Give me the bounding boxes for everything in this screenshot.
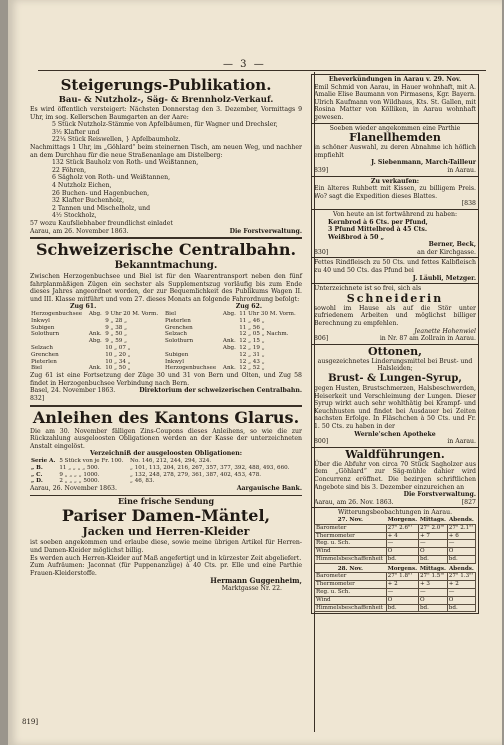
table-cell [222, 318, 238, 325]
table-cell [88, 359, 104, 366]
table-cell: O [386, 596, 418, 604]
table-cell [222, 352, 238, 359]
mode-lead: Eine frische Sendung [117, 495, 215, 506]
table-cell: Abg. [88, 338, 102, 345]
flanell-place: in Aarau. [447, 166, 476, 174]
table-cell: — [447, 589, 475, 597]
table-cell: Selzach [165, 331, 187, 338]
train-62-head: Zug 62. [235, 303, 262, 311]
schneiderin-text: sowohl im Hause als auf die Stör unter zufriedenem Arbeiten und möglichst billiger Berechnung zu empfehlen. [314, 304, 476, 328]
table-cell: Reg. u. Sch. [315, 540, 387, 548]
wald-code: [827 [461, 498, 476, 506]
column-header: Morgens. [387, 565, 418, 572]
list-item: 22¼ Stück Reiswellen, } Apfelbaumholz. [52, 136, 181, 144]
list-item: 4½ Stockholz, [52, 212, 97, 220]
wald-place: Aarau, am 26. Nov. 1863. [314, 498, 394, 506]
table-cell: „ 46, 83. [130, 478, 155, 485]
anleihen-ad [30, 409, 302, 493]
table-row [30, 331, 302, 338]
mode-address: Marktgasse Nr. 22. [221, 584, 282, 592]
flanell-text: in schöner Auswahl, zu deren Abnahme ich höflich empfiehlt [314, 144, 476, 159]
table-cell [222, 325, 238, 332]
list-item: 2 Tannen und Mischelholz, und [52, 204, 151, 212]
table-cell: 12 „ 05 „ Nachm. [239, 331, 289, 338]
flanell-code: 839] [314, 166, 329, 174]
eheverkuendungen [311, 74, 479, 124]
table-cell: 5 Stück von je Fr. 100. [59, 457, 124, 464]
steigerung-intro: Es wird öffentlich versteigert: Nächsten Donnerstag den 3. Dezember, Vormittags 9 Uhr, im sog. Kellerschen Baumgarten an der Aare: [30, 106, 302, 121]
centralbahn-title: Schweizerische Centralbahn. [35, 240, 297, 260]
table-row [315, 555, 476, 563]
table-row [315, 532, 476, 540]
table-cell: 12 „ 15 „ [239, 338, 265, 345]
table-cell: 27" 2.1"' [447, 524, 475, 532]
centralbahn-code: 832] [30, 395, 45, 403]
table-cell: O [418, 548, 447, 556]
table-cell: Ank. [88, 365, 102, 372]
table-cell: — [418, 540, 447, 548]
centralbahn-place: Basel, 24. November 1863. [30, 387, 116, 395]
weather-table-2 [314, 566, 476, 613]
mode-signer: Hermann Guggenheim, [210, 576, 302, 586]
table-cell: 10 „ 07 „ [105, 345, 131, 352]
table-cell: O [447, 548, 475, 556]
table-cell: 2 „ „ „ „ 5000. [59, 478, 100, 485]
table-cell: Abg. [222, 311, 236, 318]
table-cell: + 3 [418, 581, 447, 589]
centralbahn-signature [30, 387, 302, 395]
table-row [30, 352, 302, 359]
table-cell: „ D. [31, 478, 43, 485]
table-row [30, 311, 302, 318]
mode-text-3: Zum Aufräumen: Jaconnat (für Puppenanzüge) à 40 Cts. pr. Elle und eine Parthie Frauen-Kleiderstoffe. [30, 562, 302, 577]
table-cell: 11 „ „ „ „ 500. [59, 464, 100, 471]
table-cell: Reg. u. Sch. [315, 589, 387, 597]
table-cell: 9 „ 59 „ [105, 338, 127, 345]
list-item: 26 Buchen- und Hagenbuchen, [52, 189, 150, 197]
table-cell: 11 „ 56 „ [239, 324, 265, 331]
column-header: Mittags. [419, 516, 446, 523]
fleisch-ad [311, 258, 479, 284]
table-cell: 12 „ 31 „ [239, 351, 265, 358]
table-cell: — [418, 589, 447, 597]
anleihen-signature [30, 485, 302, 493]
ottonen-title: Ottonen, [368, 344, 422, 358]
table-cell: Subigen [165, 351, 189, 358]
table-cell: — [447, 540, 475, 548]
table-cell: 10 „ 50 „ [105, 365, 131, 372]
top-rule [38, 70, 486, 71]
mode-text-2: Es werden auch Herren-Kleider auf Maß angefertigt und in kürzester Zeit abgeliefert. [30, 554, 302, 562]
table-cell: 9 „ 28 „ [105, 317, 127, 324]
table-cell: Abg. [88, 311, 102, 318]
table-cell [222, 359, 238, 366]
ehe-title: Eheverkündungen in Aarau v. 29. Nov. [328, 76, 462, 83]
brot-signer: Berner, Beck, [428, 241, 476, 249]
flanell-lead: Soeben wieder angekommen eine Parthie [329, 124, 461, 132]
table-row [30, 345, 302, 352]
table-cell: Herzogenbuchsee [31, 311, 83, 318]
steigerung-title: Steigerungs-Publikation. [60, 76, 272, 94]
table-cell: 9 „ 38 „ [105, 324, 127, 331]
fleisch-signer: J. Läubli, Metzger. [412, 274, 476, 282]
table-cell [88, 345, 104, 352]
table-header-row [315, 566, 476, 573]
list-item: 4 Nutzholz Eichen, [52, 181, 112, 189]
table-cell: Pieterlen [165, 317, 191, 324]
table-cell: 27" 2.0"' [418, 524, 447, 532]
column-header: Abends. [448, 516, 474, 523]
brot-list [314, 219, 476, 242]
table-cell: Inkwyl [165, 358, 184, 365]
table-row [30, 365, 302, 372]
table-cell: O [386, 548, 418, 556]
table-cell [88, 318, 104, 325]
table-cell: bd. [386, 555, 418, 563]
table-cell: — [386, 540, 418, 548]
centralbahn-note: Zug 61 ist eine Fortsetzung der Züge 30 und 31 von Bern und Olten, und Zug 58 findet in Herzogenbuchsee Verbindung nach Bern. [30, 372, 302, 387]
table-cell: Solothurn [165, 338, 194, 345]
list-item: Weißbrod à 50 „ [328, 233, 385, 241]
mode-title: Pariser Damen-Mäntel, [61, 506, 271, 526]
anleihen-place: Aarau, 26. November 1863. [30, 485, 117, 493]
table-cell: 10 „ 20 „ [105, 351, 131, 358]
list-item: Nachmittags 1 Uhr, im „Göhlard“ beim steinernen Tisch, am neuen Weg, und nachher an dem Durchhau für die neue Straßenanlage am Distelberg: [30, 143, 302, 159]
divider [30, 405, 302, 407]
flanell-ad [311, 124, 479, 177]
table-cell: bd. [418, 555, 447, 563]
table-cell: Barometer [315, 524, 387, 532]
wald-ad [311, 448, 479, 509]
table-cell: Grenchen [165, 324, 193, 331]
mode-ad [30, 495, 302, 593]
table-cell: 9 „ „ „ „ 1000. [59, 471, 100, 478]
apotheke-name: Wernle'schen Apotheke [354, 430, 436, 438]
schneiderin-lead: Unterzeichnete ist so frei, sich als [314, 285, 422, 293]
series-table [30, 458, 302, 485]
table-cell: Thermometer [315, 532, 387, 540]
verkauf-text: Ein älteres Ruhbett mit Kissen, zu billigem Preis. Wo? sagt die Expedition dieses Blattes. [314, 185, 476, 200]
table-row [315, 589, 476, 597]
witterung [311, 508, 479, 614]
table-cell [30, 338, 88, 345]
table-cell: 9 „ 50 „ [105, 331, 127, 338]
table-cell: 27" 1.8"' [386, 573, 418, 581]
table-cell: 11 „ 46 „ [239, 317, 265, 324]
steigerung-place: Aarau, am 26. November 1863. [30, 227, 129, 235]
anleihen-signer: Aargauische Bank. [236, 485, 302, 493]
left-column [30, 74, 302, 593]
table-cell: Pieterlen [31, 358, 57, 365]
table-cell: Ank. [88, 331, 102, 338]
list-item: 5 Stück Nutzholz-Stämme von Apfelbäumen, für Wagner und Drechsler, [52, 121, 278, 129]
table-cell: Ank. [222, 365, 236, 372]
anleihen-subtitle: Verzeichniß der ausgeloosten Obligationen: [90, 450, 242, 458]
table-cell: „ 101, 113, 204, 216, 267, 357, 377, 392, 488, 493, 660. [130, 464, 290, 471]
table-cell: „ B. [31, 464, 43, 471]
table-cell: 10 „ 34 „ [105, 358, 131, 365]
list-item: 57 wozu Kaufsliebhaber freundlichst einladet [30, 219, 173, 227]
steigerung-ad [30, 76, 302, 235]
table-cell: Subigen [31, 324, 55, 331]
table-cell: Himmelsbeschaffenheit [315, 555, 387, 563]
table-cell: + 2 [447, 581, 475, 589]
page-number: — 3 — [223, 59, 266, 70]
table-row [30, 359, 302, 366]
table-cell: Selzach [31, 345, 53, 352]
syrup-text: gegen Husten, Brustschmerzen, Halsbeschwerden, Heiserkeit und Verschleimung der Lungen. Dieser Syrup wirkt auch sehr wohlthätig bei Krampf- und Keuchhusten und findet bei Ausdauer bei Zeiten nachsten Erfolge. In Fläschchen à 50 Cts. und Fr. 1. 50 Cts. zu haben in der [314, 385, 476, 430]
table-cell: Biel [31, 365, 42, 372]
column-header: Mittags. [419, 565, 446, 572]
table-row [315, 604, 476, 612]
table-cell: 9 Uhr 20 M. Vorm. [105, 311, 159, 318]
table-cell [88, 325, 104, 332]
table-cell: 27" 2.6"' [386, 524, 418, 532]
list-item: 6 Sägholz von Roth- und Weißtannen, [52, 174, 171, 182]
table-cell: + 7 [418, 532, 447, 540]
column-header: 27. Nov. [337, 516, 363, 523]
anleihen-title: Anleihen des Kantons Glarus. [32, 407, 300, 427]
table-row [315, 524, 476, 532]
table-cell: + 6 [447, 532, 475, 540]
brot-ad [311, 210, 479, 259]
divider [30, 237, 302, 239]
timetable-heads [30, 303, 302, 311]
ottonen-text: ausgezeichnetes Linderungsmittel bei Brust- und Halsleiden; [317, 357, 473, 373]
table-cell [222, 331, 238, 338]
verkauf-title: Zu verkaufen: [370, 177, 420, 185]
wald-text: Über die Abfuhr von circa 70 Stück Sagholzer aus dem „Göhlard“ zur Säg-mühle dahier wird Concurrenz eröffnet. Die bezirgen schriftlichen Angebote sind bis 3. Dezember einzureichen an [314, 460, 476, 491]
wald-title: Waldführungen. [345, 447, 445, 461]
steigerung-items [30, 121, 302, 144]
table-cell: Grenchen [31, 351, 59, 358]
brot-lead: Von heute an ist fortwährend zu haben: [332, 210, 458, 218]
centralbahn-signer: Direktorium der schweizerischen Centralbahn. [139, 387, 302, 395]
table-cell: 27" 1.5"' [418, 573, 447, 581]
brot-code: 830] [314, 248, 329, 256]
centralbahn-ad [30, 241, 302, 403]
table-cell: O [447, 596, 475, 604]
table-cell: — [386, 589, 418, 597]
table-cell: Inkwyl [31, 317, 50, 324]
fleisch-text: Fettes Rindfleisch zu 50 Cts. und fettes Kalbfleisch zu 40 und 50 Cts. das Pfund bei [314, 259, 476, 275]
table-row [30, 318, 302, 325]
schneiderin-code: 806] [314, 335, 329, 343]
column-header: 28. Nov. [337, 565, 363, 572]
verkauf-ad [311, 177, 479, 210]
table-row [30, 338, 302, 345]
table-cell: „ 132, 248, 278, 279, 361, 387, 402, 453, 478. [130, 471, 262, 478]
ehe-text: Emil Schmid von Aarau, in Hauer wohnhaft, mit A. Amalie Elise Baumann von Pirmasens, Kgr. Bayern. Ulrich Kaufmann von Wildhaus, Kts. St. Gallen, mit Rosina Matter von Kölliken, in Aarau wohnhaft gewesen. [314, 83, 476, 121]
table-cell [88, 352, 104, 359]
timetable [30, 311, 302, 372]
table-cell: + 4 [386, 532, 418, 540]
table-cell: Wind [315, 596, 387, 604]
column-header: Morgens. [387, 516, 418, 523]
steigerung-items-2 [30, 159, 302, 220]
table-cell: Serie A. [31, 457, 56, 464]
apotheke-place: in Aarau. [447, 438, 476, 446]
table-row [315, 596, 476, 604]
list-item: Kernbrod à 6 Cts. per Pfund, [328, 218, 428, 226]
table-cell: „ C. [31, 471, 43, 478]
table-row [315, 548, 476, 556]
schneiderin-ad [311, 284, 479, 345]
table-cell: Ank. [222, 338, 236, 345]
verkauf-code: [838 [461, 200, 476, 208]
table-row [315, 540, 476, 548]
schneiderin-foot [314, 335, 476, 343]
wald-signer: Die Forstverwaltung. [403, 491, 476, 499]
table-cell [164, 345, 222, 352]
table-row [30, 325, 302, 332]
table-cell: Thermometer [315, 581, 387, 589]
brot-place: an der Kirchgasse. [417, 248, 476, 256]
list-item: 132 Stück Bauholz von Roth- und Weißtannen, [52, 159, 199, 167]
table-cell: Barometer [315, 573, 387, 581]
table-header-row [315, 517, 476, 524]
table-cell: bd. [447, 555, 475, 563]
apotheke-ad [311, 345, 479, 448]
table-cell: Abg. [222, 345, 236, 352]
syrup-title: Brust- & Lungen-Syrup, [328, 373, 462, 384]
steigerung-signature [30, 228, 302, 236]
footer-mark: 819] [22, 718, 39, 726]
table-cell: + 2 [386, 581, 418, 589]
list-item: 22 Föhren, [52, 166, 87, 174]
table-cell: Biel [165, 311, 177, 318]
table-row [30, 465, 302, 472]
brot-foot [314, 249, 476, 257]
mode-text: ist soeben angekommen und erlaube diese, sowie meine übrigen Artikel für Herren- und Damen-Kleider möglichst billig. [30, 539, 302, 554]
list-item: 3½ Klafter und [52, 128, 100, 136]
list-item: 32 Klafter Buchenholz, [52, 197, 125, 205]
flanell-foot [314, 167, 476, 175]
table-cell: 12 „ 52 „ [239, 365, 265, 372]
table-cell: Solothurn [31, 331, 60, 338]
table-cell: bd. [386, 604, 418, 612]
table-row [30, 472, 302, 479]
table-cell: 27" 1.3"' [447, 573, 475, 581]
centralbahn-subtitle: Bekanntmachung. [114, 260, 218, 272]
witterung-title: Witterungsbeobachtungen in Aarau. [337, 509, 453, 517]
table-cell: 12 „ 19 „ [239, 345, 265, 352]
table-cell: Himmelsbeschaffenheit [315, 604, 387, 612]
table-cell: 11 Uhr 30 M. Vorm. [239, 311, 296, 318]
table-cell: Herzogenbuchsee [165, 365, 217, 372]
right-column [311, 74, 479, 614]
steigerung-signer: Die Forstverwaltung. [229, 227, 302, 235]
table-cell: bd. [447, 604, 475, 612]
list-item: 3 Pfund Mittelbrod à 45 Cts. [328, 226, 427, 234]
table-cell: O [418, 596, 447, 604]
apotheke-foot [314, 438, 476, 446]
steigerung-subtitle: Bau- & Nutzholz-, Säg- & Brennholz-Verkauf. [58, 95, 274, 105]
schneiderin-signer: Jeanette Hohenwiel [414, 327, 476, 335]
train-61-head: Zug 61. [70, 303, 97, 311]
flanell-signer: J. Siebenmann, March-Tailleur [371, 159, 476, 167]
anleihen-text: Die am 30. November fälligen Zins-Coupons dieses Anleihens, so wie die zur Rückzahlung ausgeloosten Obligationen werden an der Kasse der unterzeichneten Anstalt eingelöst. [30, 427, 302, 450]
table-cell: Wind [315, 548, 387, 556]
schneiderin-title: Schneiderin [346, 291, 444, 305]
table-row [315, 573, 476, 581]
table-cell: 12 „ 43 „ [239, 358, 265, 365]
mode-title-2: Jacken und Herren-Kleider [82, 525, 250, 539]
table-cell: No. 146, 212, 244, 294, 324. [130, 457, 212, 464]
column-header: Abends. [448, 565, 474, 572]
table-cell: bd. [418, 604, 447, 612]
table-row [30, 458, 302, 465]
schneiderin-address: in Nr. 87 am Zollrain in Aarau. [379, 335, 476, 343]
flanell-title: Flanellhemden [349, 131, 441, 145]
table-row [315, 581, 476, 589]
table-row [30, 478, 302, 485]
centralbahn-text: Zwischen Herzogenbuchsee und Biel ist für den Waarentransport neben den fünf fahrplanmäßigen Zügen ein sechster als Supplementszug vorläufig bis zum Ende dieses Jahres angeordnet worden, der zur Bequemlichkeit des Publikums Wagen II. und III. Klasse mitführt und vom 27. dieses Monats an folgende Fahrordnung befolgt: [30, 273, 302, 303]
wald-foot [314, 499, 476, 507]
weather-table-1 [314, 517, 476, 564]
apotheke-code: 800] [314, 438, 329, 446]
